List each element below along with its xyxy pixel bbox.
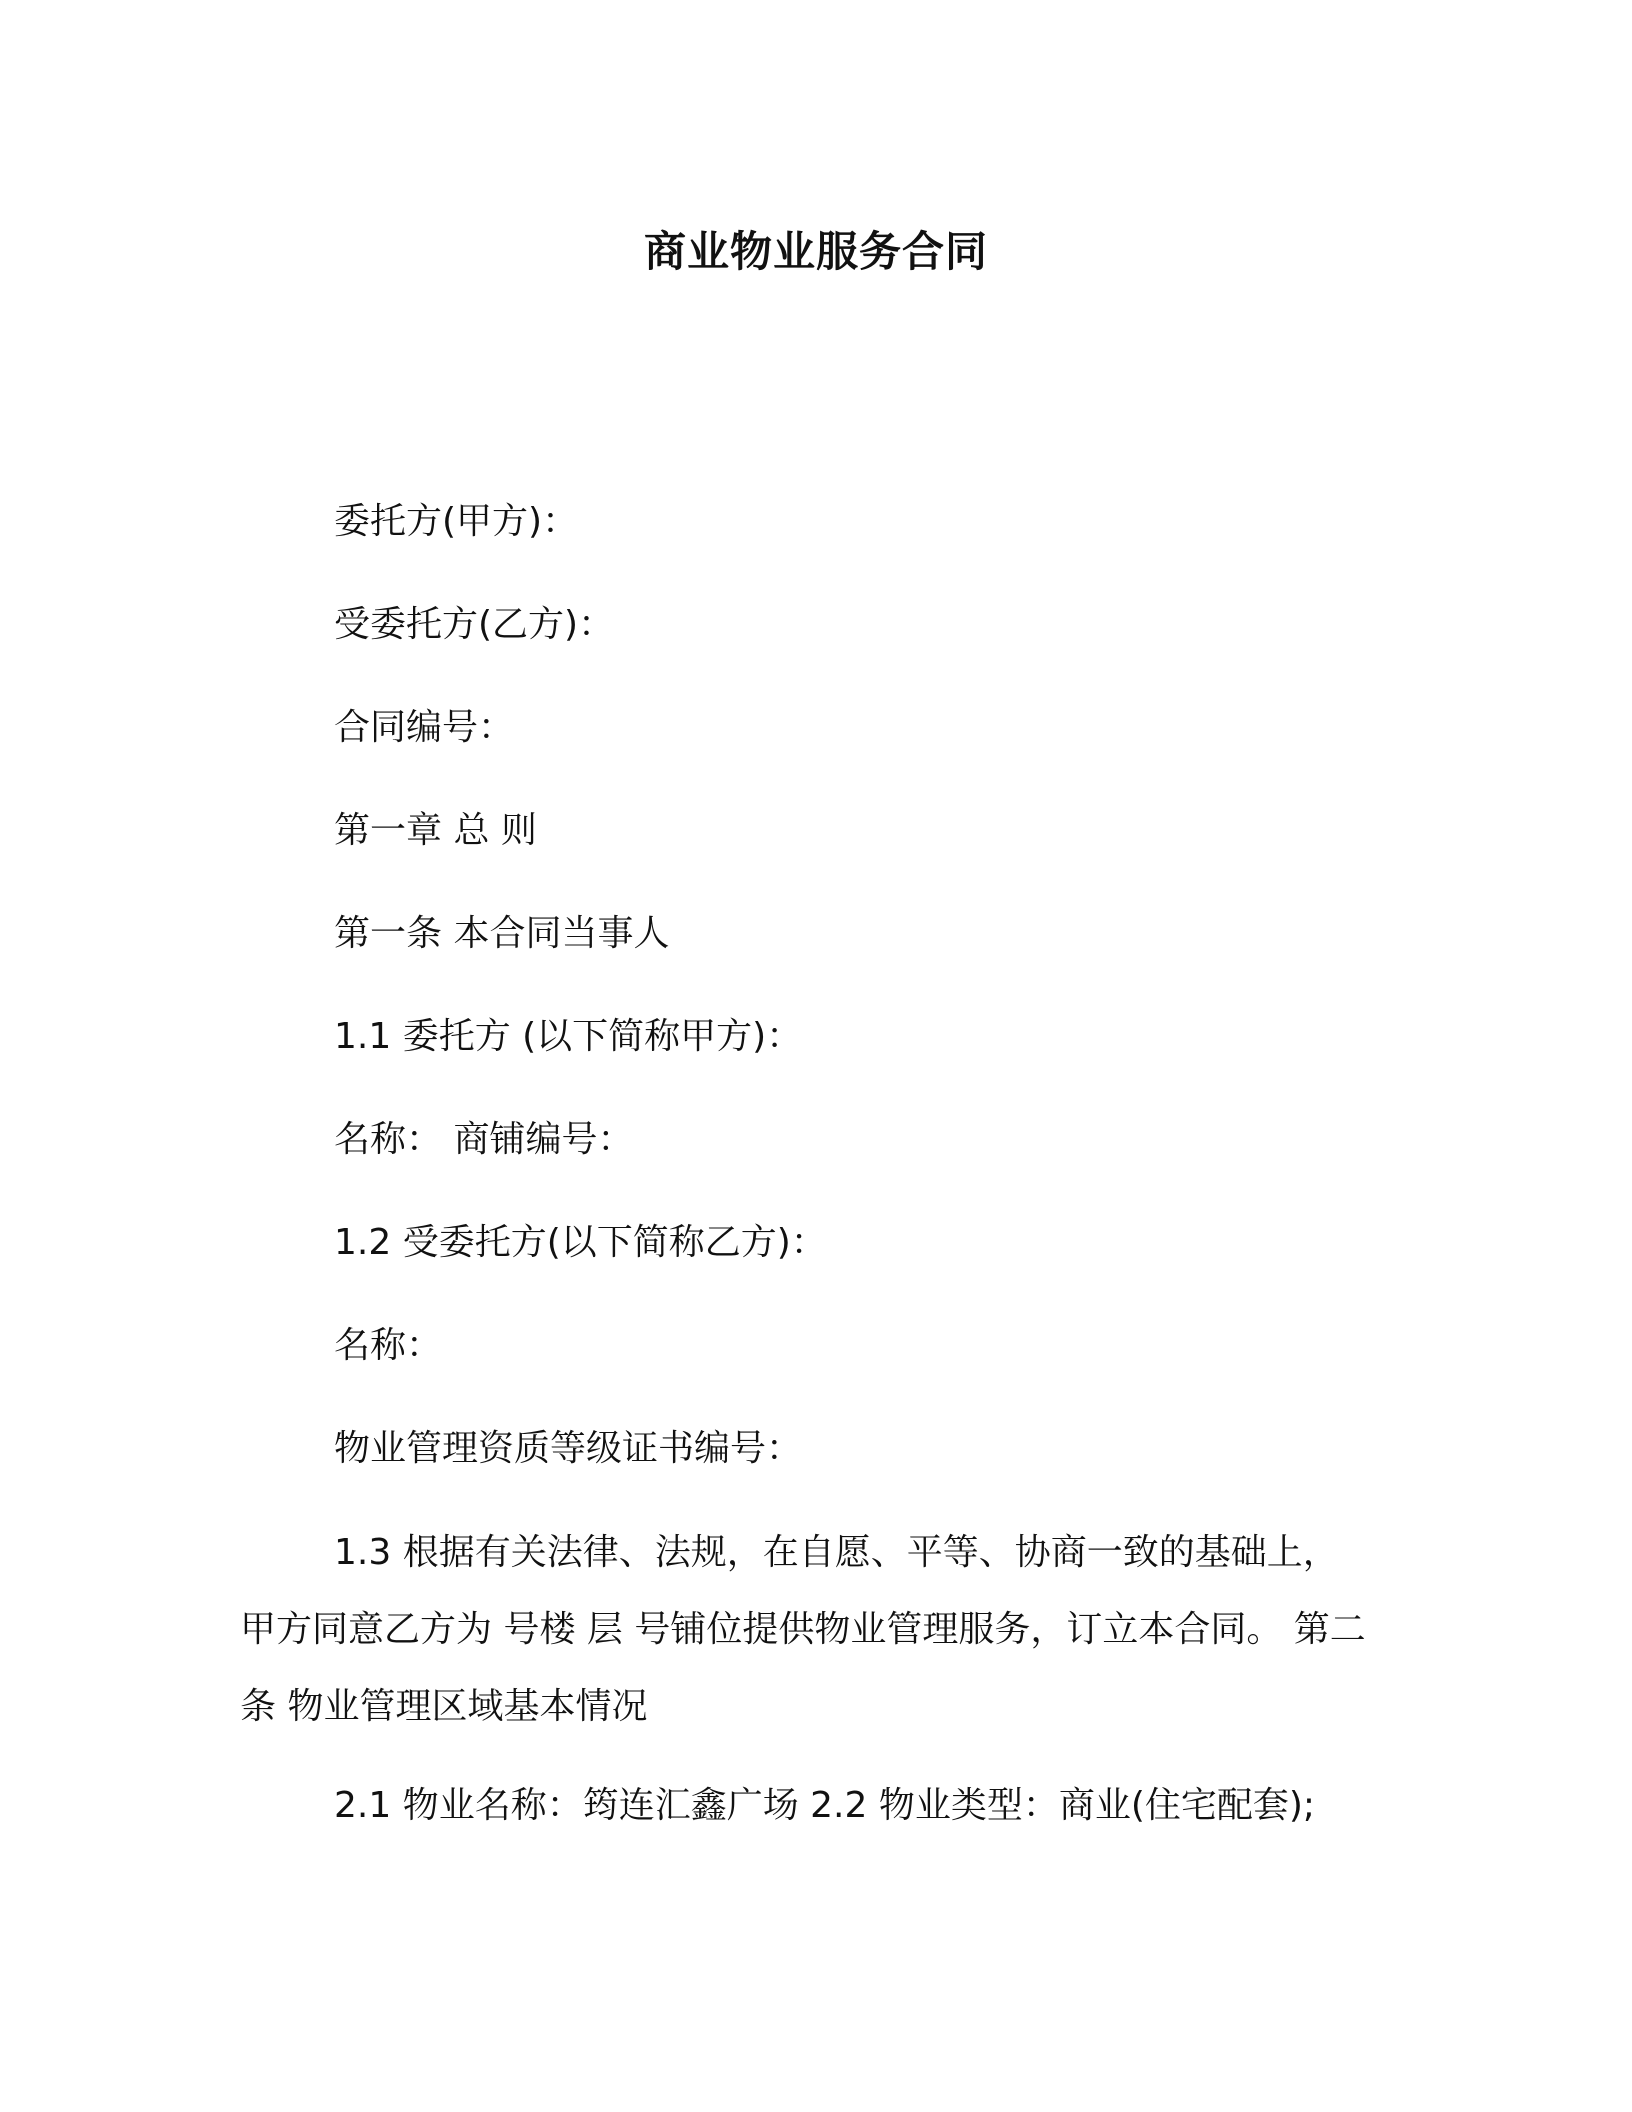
clause-1-2: 1.2 受委托方(以下简称乙方)： xyxy=(334,1222,827,1263)
contract-number-line: 合同编号： xyxy=(334,707,515,748)
clause-1-1: 1.1 委托方 (以下简称甲方)： xyxy=(334,1016,803,1057)
party-a-name-line: 名称： 商铺编号： xyxy=(334,1119,634,1160)
entrusting-party-line: 委托方(甲方)： xyxy=(334,501,579,542)
entrusted-party-line: 受委托方(乙方)： xyxy=(334,604,615,645)
party-b-name-line: 名称： xyxy=(334,1325,443,1366)
clause-1-3-paragraph: 1.3 根据有关法律、法规，在自愿、平等、协商一致的基础上，甲方同意乙方为 号楼 层 号铺位提供物业管理服务，订立本合同。 第二条 物业管理区域基本情况 xyxy=(240,1532,1366,1727)
clause-2-1-line: 2.1 物业名称：筠连汇鑫广场 2.2 物业类型：商业(住宅配套); xyxy=(334,1785,1316,1826)
certificate-number-line: 物业管理资质等级证书编号： xyxy=(334,1428,803,1469)
chapter-heading: 第一章 总 则 xyxy=(334,810,537,851)
document-title: 商业物业服务合同 xyxy=(643,227,988,276)
article-heading: 第一条 本合同当事人 xyxy=(334,913,670,954)
